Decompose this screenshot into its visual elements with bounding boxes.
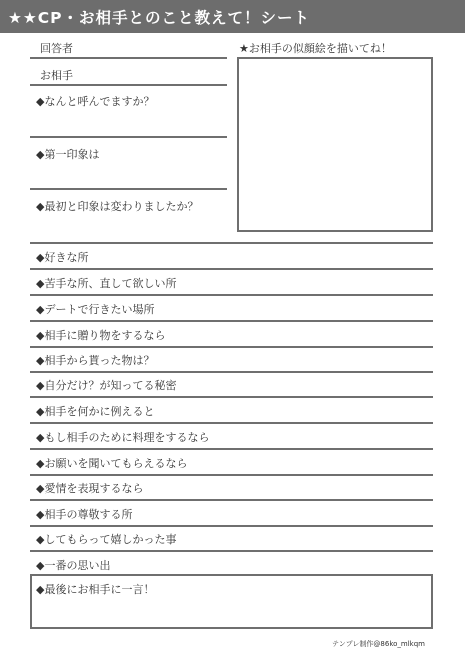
first-impression-line	[30, 188, 227, 190]
sheet-header	[0, 0, 465, 33]
question-label: ◆相手に贈り物をするなら	[36, 329, 166, 342]
portrait-label: ★お相手の似顔絵を描いてね！	[239, 42, 392, 55]
question-label: ◆相手から貰った物は？	[36, 354, 155, 367]
question-line	[30, 448, 433, 450]
portrait-drawing-box[interactable]	[237, 57, 433, 232]
question-line	[30, 396, 433, 398]
nickname-label: ◆なんと呼んでますか？	[36, 95, 155, 108]
question-line	[30, 550, 433, 552]
first-impression-label: ◆第一印象は	[36, 148, 100, 161]
question-line	[30, 268, 433, 270]
impression-change-label: ◆最初と印象は変わりましたか？	[36, 200, 199, 213]
sheet-title: ★★CP・お相手とのこと教えて！シート	[8, 9, 311, 27]
final-message-label: ◆最後にお相手に一言！	[36, 583, 155, 596]
answerer-line	[30, 57, 227, 59]
question-label: ◆お願いを聞いてもらえるなら	[36, 457, 188, 470]
question-line	[30, 499, 433, 501]
partner-label: お相手	[40, 69, 73, 82]
question-line	[30, 422, 433, 424]
question-line	[30, 294, 433, 296]
question-label: ◆相手を何かに例えると	[36, 405, 155, 418]
question-label: ◆自分だけ？が知ってる秘密	[36, 379, 177, 392]
question-label: ◆してもらって嬉しかった事	[36, 533, 177, 546]
question-label: ◆相手の尊敬する所	[36, 508, 133, 521]
question-label: ◆愛情を表現するなら	[36, 482, 144, 495]
question-label: ◆苦手な所、直して欲しい所	[36, 277, 177, 290]
answerer-label: 回答者	[40, 42, 73, 55]
final-message-box[interactable]	[30, 574, 433, 629]
question-label: ◆デートで行きたい場所	[36, 303, 155, 316]
question-label: ◆一番の思い出	[36, 559, 111, 572]
question-line	[30, 320, 433, 322]
question-label: ◆好きな所	[36, 251, 89, 264]
question-label: ◆もし相手のために料理をするなら	[36, 431, 210, 444]
question-line	[30, 371, 433, 373]
partner-line	[30, 84, 227, 86]
question-line	[30, 346, 433, 348]
questions-top-line	[30, 242, 433, 244]
nickname-line	[30, 136, 227, 138]
template-credit: テンプレ制作@86ko_mlkqm	[332, 640, 425, 648]
question-line	[30, 525, 433, 527]
question-line	[30, 474, 433, 476]
